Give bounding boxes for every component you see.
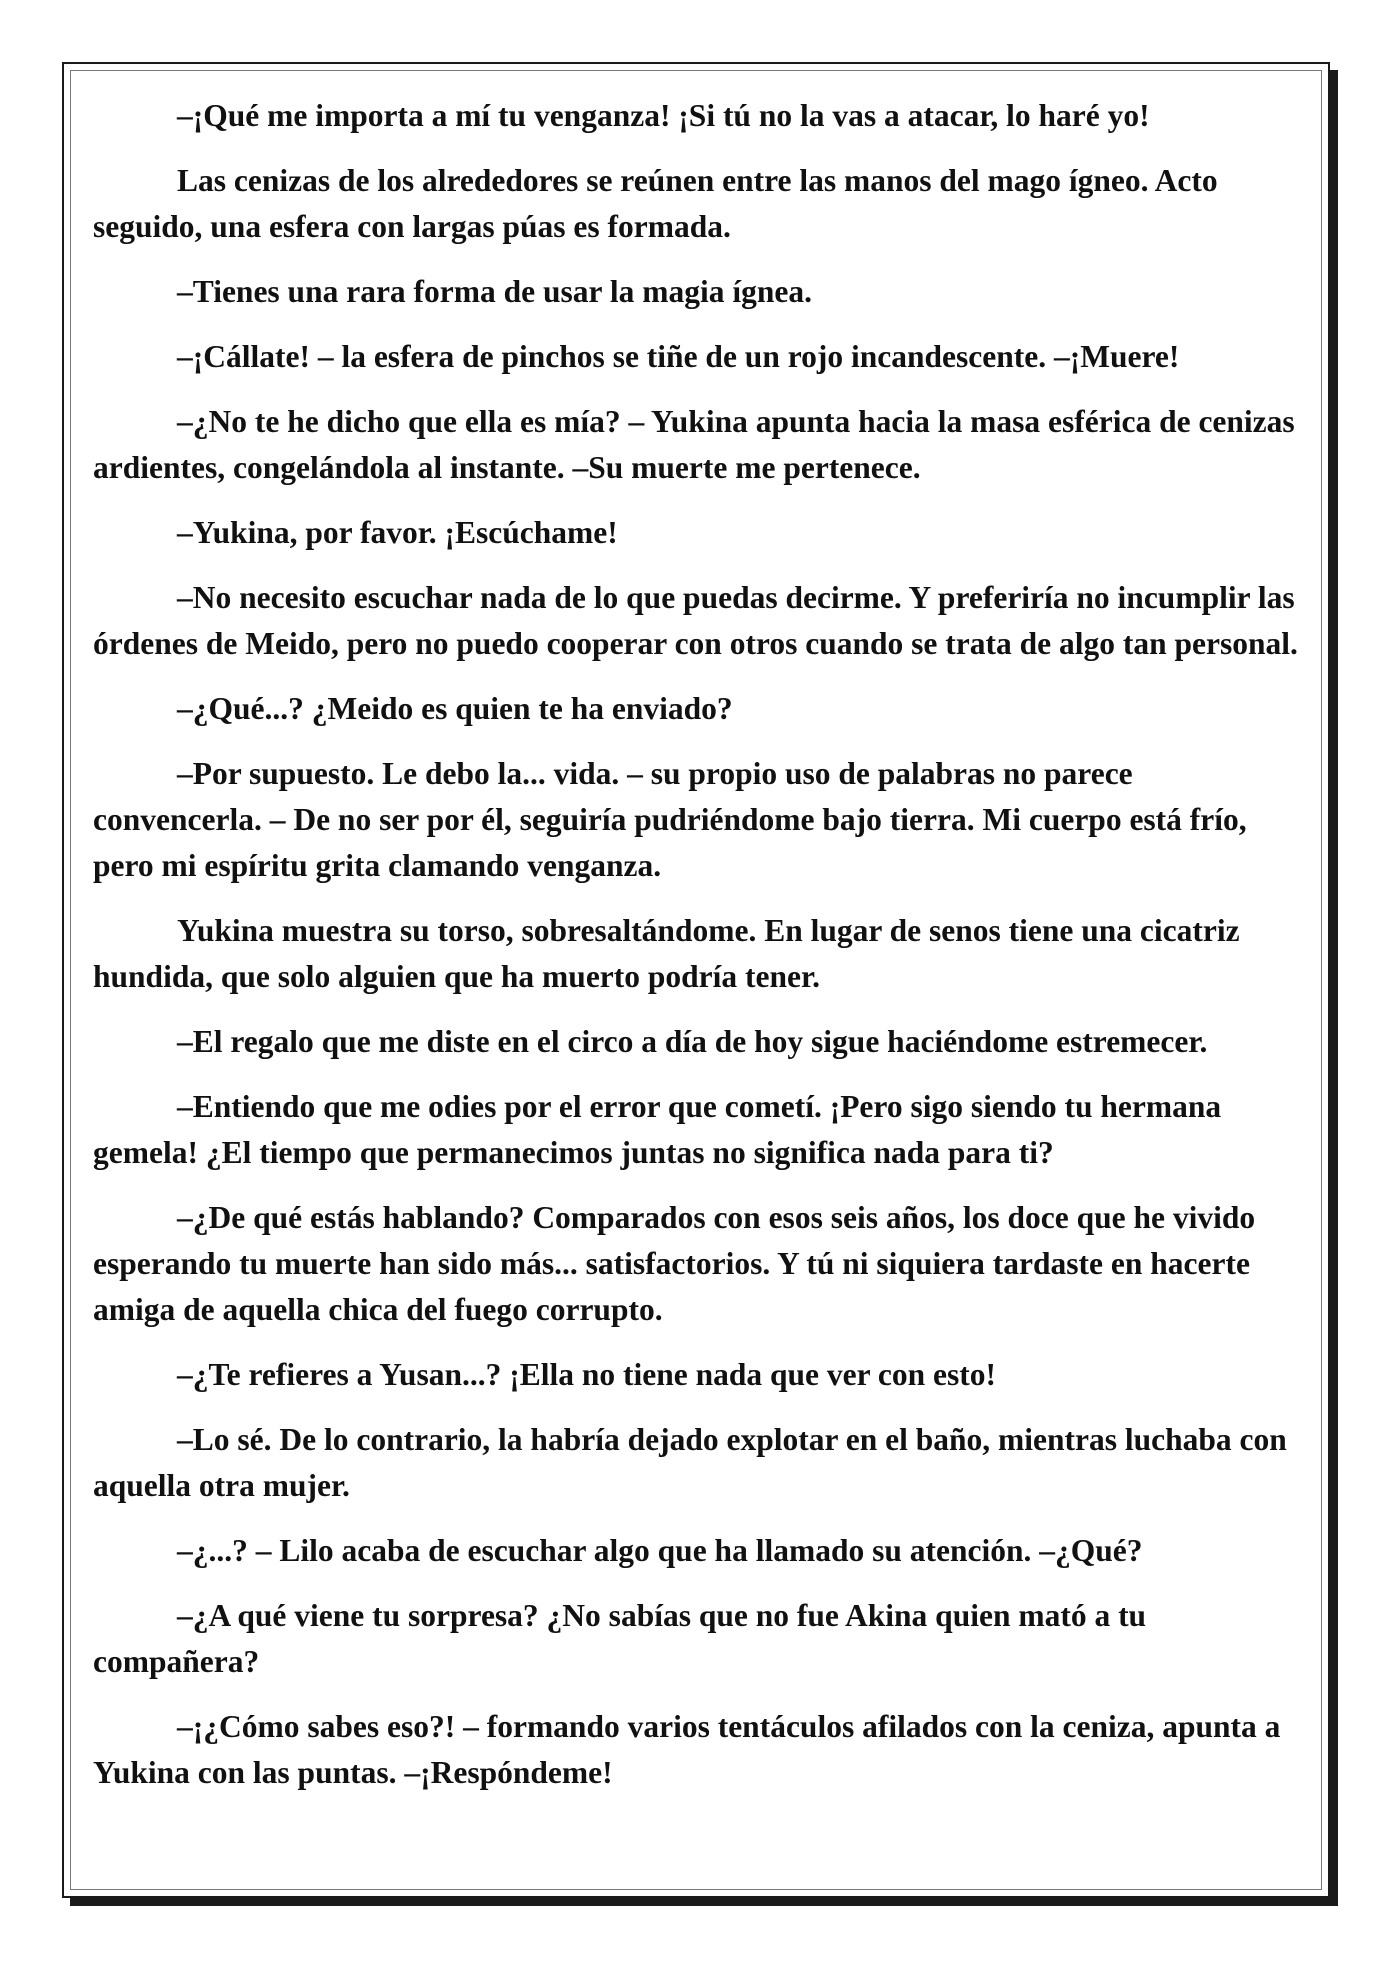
paragraph: –¿...? – Lilo acaba de escuchar algo que ha llamado su atención. –¿Qué?	[177, 1533, 1143, 1568]
paragraph: –El regalo que me diste en el circo a día de hoy sigue haciéndome estremecer.	[177, 1024, 1208, 1059]
document-body	[93, 93, 1299, 1796]
paragraph: –¡Cállate! – la esfera de pinchos se tiñe de un rojo incandescente. –¡Muere!	[177, 339, 1180, 374]
paragraph: –¡¿Cómo sabes eso?! – formando varios tentáculos afilados con la ceniza, apunta a Yukina con las puntas. –¡Respóndeme!	[93, 1709, 1281, 1790]
paragraph: –¿Te refieres a Yusan...? ¡Ella no tiene nada que ver con esto!	[177, 1357, 997, 1392]
paragraph: Yukina muestra su torso, sobresaltándome. En lugar de senos tiene una cicatriz hundida, que solo alguien que ha muerto podría tener.	[93, 913, 1240, 994]
paragraph: –¡Qué me importa a mí tu venganza! ¡Si tú no la vas a atacar, lo haré yo!	[177, 98, 1150, 133]
page-inner-border	[70, 70, 1322, 1890]
paragraph: –¿A qué viene tu sorpresa? ¿No sabías que no fue Akina quien mató a tu compañera?	[93, 1598, 1147, 1679]
paragraph: –Yukina, por favor. ¡Escúchame!	[177, 515, 618, 550]
paragraph: –¿De qué estás hablando? Comparados con esos seis años, los doce que he vivido esperando tu muerte han sido más... satisfactorios. Y tú ni siquiera tardaste en hacerte amiga de aquella chica del fuego corrupto.	[93, 1200, 1256, 1327]
paragraph: –Tienes una rara forma de usar la magia ígnea.	[177, 274, 812, 309]
paragraph: –Lo sé. De lo contrario, la habría dejado explotar en el baño, mientras luchaba con aquella otra mujer.	[93, 1422, 1287, 1503]
paragraph: –¿Qué...? ¿Meido es quien te ha enviado?	[177, 691, 733, 726]
paragraph: –Entiendo que me odies por el error que cometí. ¡Pero sigo siendo tu hermana gemela! ¿El tiempo que permanecimos juntas no significa nada para ti?	[93, 1089, 1222, 1170]
paragraph: –¿No te he dicho que ella es mía? – Yukina apunta hacia la masa esférica de cenizas ardientes, congelándola al instante. –Su muerte me pertenece.	[93, 404, 1295, 485]
page-frame	[62, 62, 1330, 1898]
paragraph: –Por supuesto. Le debo la... vida. – su propio uso de palabras no parece convencerla. – De no ser por él, seguiría pudriéndome bajo tierra. Mi cuerpo está frío, pero mi espíritu grita clamando venganza.	[93, 756, 1247, 883]
paragraph: Las cenizas de los alrededores se reúnen entre las manos del mago ígneo. Acto seguido, una esfera con largas púas es formada.	[93, 163, 1218, 244]
paragraph: –No necesito escuchar nada de lo que puedas decirme. Y preferiría no incumplir las órdenes de Meido, pero no puedo cooperar con otros cuando se trata de algo tan personal.	[93, 580, 1298, 661]
